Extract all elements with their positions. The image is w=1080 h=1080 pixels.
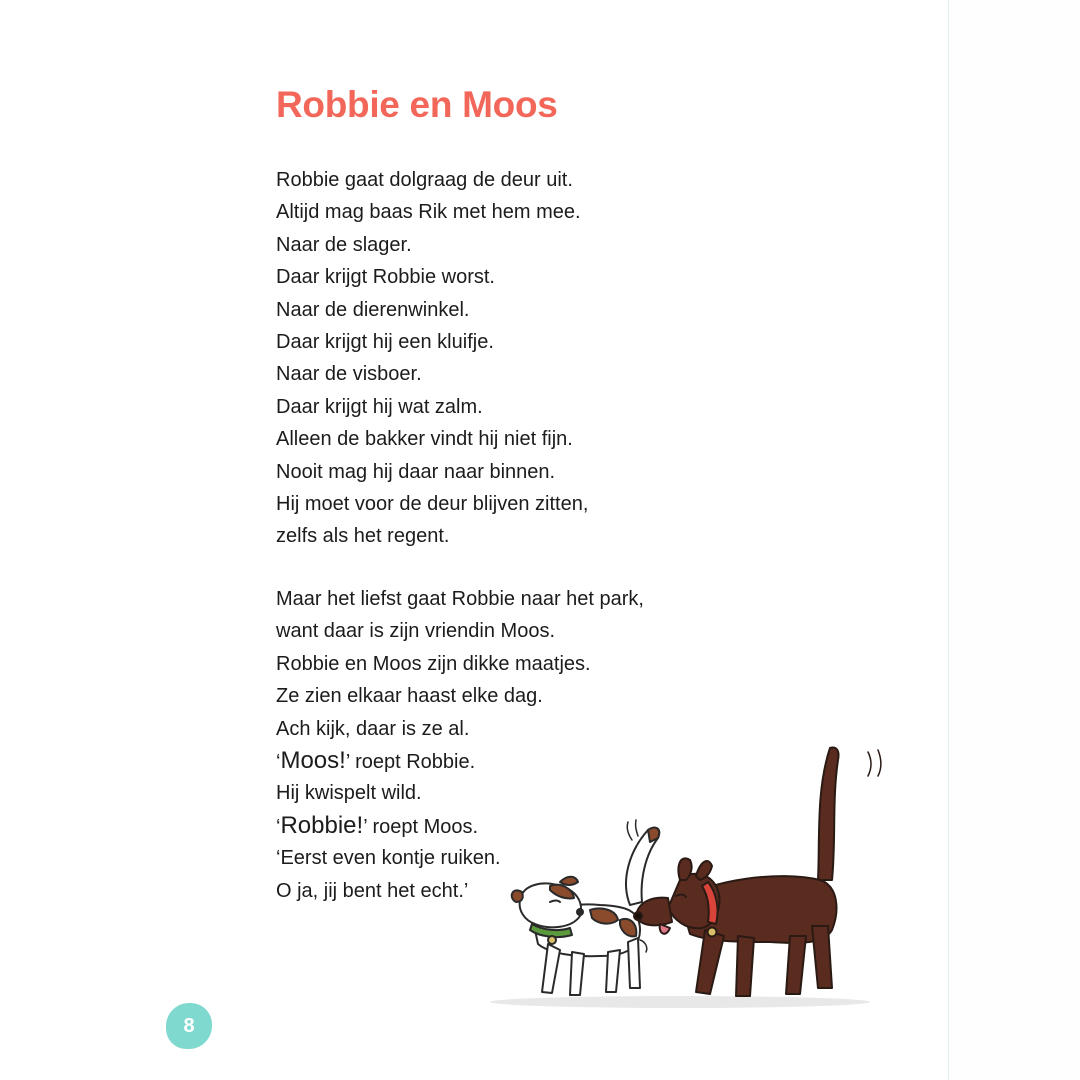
text-line: want daar is zijn vriendin Moos. [276, 620, 556, 643]
text-line: Daar krijgt hij wat zalm. [276, 395, 483, 418]
story-title: Robbie en Moos [276, 84, 558, 125]
dogs-illustration [480, 730, 900, 1020]
text-line: Daar krijgt hij een kluifje. [276, 330, 494, 353]
text-line: Naar de slager. [276, 233, 412, 256]
text-line: zelfs als het regent. [276, 525, 450, 548]
text-line: ‘Eerst even kontje ruiken. [276, 847, 501, 870]
page-number: 8 [183, 1014, 195, 1037]
text-line: Ach kijk, daar is ze al. [276, 717, 470, 740]
shout-robbie: Robbie! [280, 811, 364, 839]
text-line: Nooit mag hij daar naar binnen. [276, 460, 556, 483]
text-line: Maar het liefst gaat Robbie naar het park, [276, 588, 644, 610]
text-line: Robbie gaat dolgraag de deur uit. [276, 169, 573, 191]
brown-dog-icon [634, 748, 881, 997]
stanza-1 [276, 164, 588, 553]
page-number-badge [166, 1003, 212, 1049]
text-line: Altijd mag baas Rik met hem mee. [276, 201, 581, 224]
text-line: Hij moet voor de deur blijven zitten, [276, 492, 589, 515]
text-line: Alleen de bakker vindt hij niet fijn. [276, 428, 573, 451]
text-line: Ze zien elkaar haast elke dag. [276, 685, 543, 708]
text-line: Daar krijgt Robbie worst. [276, 266, 495, 289]
text-line: Hij kwispelt wild. [276, 782, 422, 805]
quote-mark: ‘ [276, 815, 281, 838]
text-line: Naar de dierenwinkel. [276, 298, 470, 321]
text-line: Naar de visboer. [276, 363, 422, 386]
text-line: O ja, jij bent het echt.’ [276, 879, 469, 902]
shout-moos: Moos! [280, 746, 346, 774]
quote-mark: ‘ [276, 750, 281, 773]
dialogue-tag: ’ roept Robbie. [345, 750, 476, 773]
facing-page-edge [948, 0, 1080, 1080]
text-line: Robbie en Moos zijn dikke maatjes. [276, 652, 591, 675]
dialogue-tag: ’ roept Moos. [363, 815, 479, 838]
small-white-dog-icon [512, 820, 659, 995]
